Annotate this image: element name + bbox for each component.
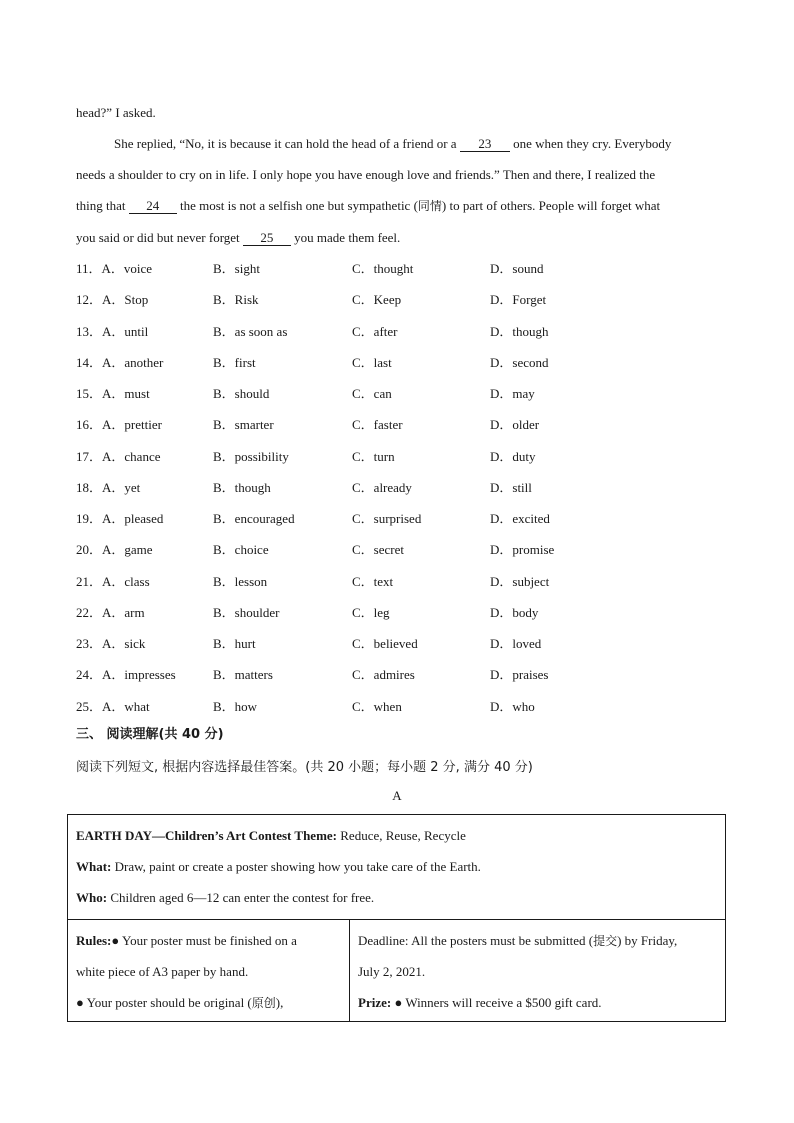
- option-b: B．possibility: [213, 448, 289, 464]
- option-a: 21．A．class: [76, 573, 150, 589]
- option-a: 20．A．game: [76, 542, 153, 558]
- option-b: B．Risk: [213, 292, 259, 308]
- passage-fragment: one when they cry. Everybody: [513, 136, 672, 151]
- question-row: [76, 472, 716, 503]
- question-row: [76, 347, 716, 378]
- question-row: [76, 597, 716, 628]
- option-d: D．who: [490, 698, 535, 714]
- option-d: D．older: [490, 417, 540, 433]
- question-row: [76, 691, 716, 722]
- passage-fragment: the most is not a selfish one but sympathetic (: [179, 198, 418, 213]
- option-c: C．believed: [352, 636, 418, 651]
- option-a: 17．A．chance: [76, 448, 161, 464]
- question-row: [76, 628, 716, 659]
- passage-text: [76, 97, 718, 253]
- passage-fragment: you made them feel.: [294, 230, 401, 245]
- options-list: [76, 253, 716, 722]
- passage-fragment: She replied, “No, it is because it can hold the head of a friend or a: [114, 136, 457, 151]
- poster-who: Who: Children aged 6—12 can enter the contest for free.: [76, 890, 375, 905]
- option-b: B．encouraged: [213, 511, 295, 526]
- question-row: [76, 284, 716, 315]
- option-b: B．shoulder: [213, 604, 280, 620]
- option-c: C．leg: [352, 604, 390, 620]
- poster-what: What: Draw, paint or create a poster showing how you take care of the Earth.: [76, 859, 481, 874]
- poster-deadline-cell: [350, 920, 725, 1022]
- passage-fragment: ) to part of others. People will forget what: [441, 198, 661, 213]
- option-b: B．lesson: [213, 573, 268, 589]
- passage-line: [76, 190, 718, 222]
- option-b: B．though: [213, 479, 271, 495]
- option-c: C．secret: [352, 542, 404, 558]
- question-row: [76, 566, 716, 597]
- passage-line: needs a shoulder to cry on in life. I only hope you have enough love and friends.” Then and there, I realized the: [76, 167, 656, 182]
- deadline-line: July 2, 2021.: [358, 964, 426, 979]
- option-b: B．should: [213, 386, 270, 401]
- poster-title: EARTH DAY—Children’s Art Contest Theme: Reduce, Reuse, Recycle: [76, 828, 466, 843]
- option-a: 11．A．voice: [76, 261, 153, 276]
- option-c: C．admires: [352, 667, 415, 683]
- rules-line: Rules:● Your poster must be finished on a: [76, 933, 297, 948]
- option-c: C．after: [352, 323, 398, 339]
- option-c: C．already: [352, 479, 412, 495]
- option-a: 22．A．arm: [76, 604, 145, 620]
- option-d: D．though: [490, 323, 549, 339]
- section-instruction: 阅读下列短文, 根据内容选择最佳答案。(共 20 小题；每小题 2 分, 满分 40 分): [76, 760, 533, 775]
- option-d: D．praises: [490, 667, 549, 683]
- option-b: B．as soon as: [213, 323, 288, 339]
- option-d: D．subject: [490, 573, 550, 589]
- option-b: B．first: [213, 354, 256, 370]
- option-a: 12．A．Stop: [76, 292, 149, 308]
- option-b: B．sight: [213, 261, 260, 276]
- option-a: 15．A．must: [76, 386, 150, 401]
- option-d: D．Forget: [490, 292, 547, 308]
- question-row: [76, 253, 716, 284]
- option-a: 19．A．pleased: [76, 511, 164, 526]
- option-d: D．duty: [490, 448, 536, 464]
- option-c: C．thought: [352, 261, 414, 276]
- option-b: B．matters: [213, 667, 273, 683]
- section-title: 三、 阅读理解(共 40 分): [76, 727, 224, 742]
- option-c: C．Keep: [352, 292, 402, 308]
- option-b: B．choice: [213, 542, 269, 558]
- option-c: C．turn: [352, 448, 395, 464]
- option-c: C．surprised: [352, 511, 422, 526]
- option-c: C．faster: [352, 417, 403, 433]
- question-row: [76, 378, 716, 409]
- poster-rules-cell: [68, 920, 350, 1022]
- question-row: [76, 316, 716, 347]
- option-d: D．promise: [490, 542, 555, 558]
- option-a: 16．A．prettier: [76, 417, 162, 433]
- passage-fragment: you said or did but never forget: [76, 230, 240, 245]
- option-b: B．hurt: [213, 636, 256, 651]
- option-a: 18．A．yet: [76, 479, 141, 495]
- option-d: D．body: [490, 604, 539, 620]
- poster-table: [67, 814, 726, 1022]
- option-d: D．excited: [490, 511, 550, 526]
- option-d: D．second: [490, 354, 549, 370]
- option-d: D．sound: [490, 261, 544, 276]
- passage-label: A: [392, 788, 402, 803]
- passage-line: [76, 128, 718, 159]
- prize-line: Prize: ● Winners will receive a $500 gift card.: [358, 995, 602, 1010]
- option-d: D．loved: [490, 636, 542, 651]
- deadline-line: Deadline: All the posters must be submitted (提交) by Friday,: [358, 933, 678, 948]
- question-row: [76, 534, 716, 565]
- option-c: C．last: [352, 354, 392, 370]
- passage-fragment: 同情: [417, 199, 442, 213]
- option-c: C．can: [352, 386, 392, 401]
- rules-line: ● Your poster should be original (原创),: [76, 995, 284, 1010]
- option-b: B．smarter: [213, 417, 274, 433]
- question-row: [76, 503, 716, 534]
- option-a: 13．A．until: [76, 323, 149, 339]
- option-c: C．when: [352, 698, 402, 714]
- option-d: D．still: [490, 479, 532, 495]
- passage-fragment: thing that: [76, 198, 126, 213]
- passage-line: head?” I asked.: [76, 105, 156, 120]
- option-a: 23．A．sick: [76, 636, 146, 651]
- question-row: [76, 441, 716, 472]
- option-a: 14．A．another: [76, 354, 164, 370]
- option-a: 24．A．impresses: [76, 667, 176, 683]
- blank-23: 23: [460, 137, 510, 152]
- blank-25: 25: [243, 231, 291, 246]
- rules-line: white piece of A3 paper by hand.: [76, 964, 249, 979]
- blank-24: 24: [129, 199, 177, 214]
- option-b: B．how: [213, 698, 258, 714]
- passage-line: [76, 222, 718, 253]
- option-c: C．text: [352, 573, 394, 589]
- question-row: [76, 659, 716, 690]
- option-a: 25．A．what: [76, 698, 150, 714]
- poster-header-cell: [68, 815, 725, 920]
- option-d: D．may: [490, 386, 535, 401]
- question-row: [76, 409, 716, 440]
